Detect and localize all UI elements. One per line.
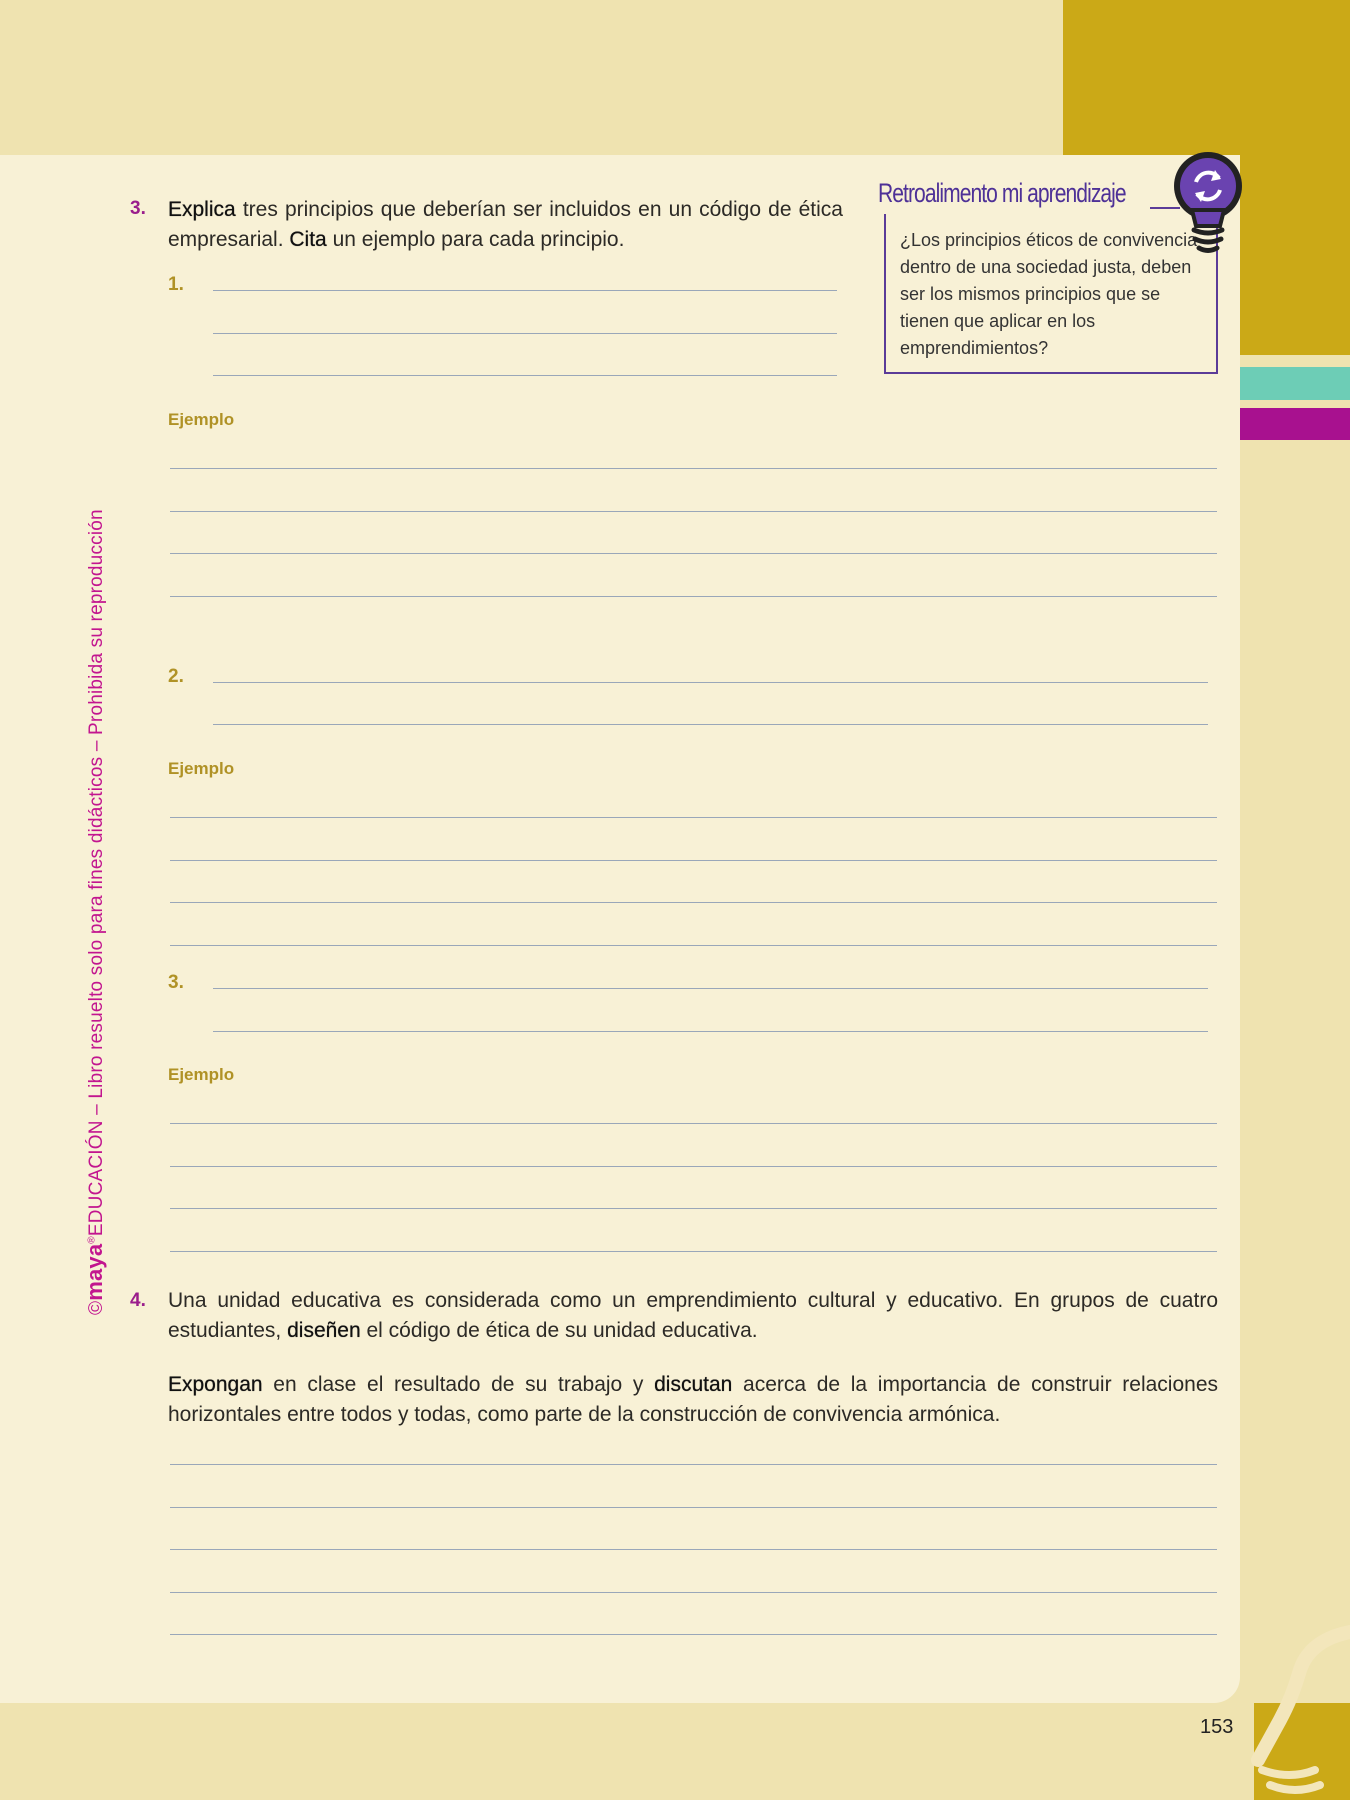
answer-line[interactable] xyxy=(213,1031,1208,1032)
magenta-tab xyxy=(1240,408,1350,440)
answer-line[interactable] xyxy=(170,596,1217,597)
answer-line[interactable] xyxy=(213,724,1208,725)
question-4-paragraph-2: Expongan en clase el resultado de su trabajo y discutan acerca de la importancia de construir relaciones horizontales entre todos y todas, como parte de la construcción de convivencia armónica. xyxy=(168,1373,1218,1426)
answer-line[interactable] xyxy=(170,817,1217,818)
answer-line[interactable] xyxy=(213,682,1208,683)
question-3-number: 3. xyxy=(130,198,146,219)
answer-line[interactable] xyxy=(170,468,1217,469)
item-1-number: 1. xyxy=(168,274,184,295)
page-sheet xyxy=(0,155,1240,1703)
gold-corner-block xyxy=(1063,0,1350,155)
example-label-2: Ejemplo xyxy=(168,759,235,778)
example-label-3: Ejemplo xyxy=(168,1065,235,1084)
retro-question-text: ¿Los principios éticos de convivencia dentro de una sociedad justa, deben ser los mismos principios que se tienen que aplicar en los emprendimientos? xyxy=(900,230,1198,358)
answer-line[interactable] xyxy=(170,1208,1217,1209)
lightbulb-refresh-icon xyxy=(1170,150,1246,260)
answer-line[interactable] xyxy=(213,988,1208,989)
answer-line[interactable] xyxy=(213,333,837,334)
answer-line[interactable] xyxy=(170,860,1217,861)
answer-line[interactable] xyxy=(170,1549,1217,1550)
answer-line[interactable] xyxy=(170,945,1217,946)
copyright-side-label: ©maya®EDUCACIÓN – Libro resuelto solo para fines didácticos – Prohibida su reproducción xyxy=(82,509,107,1315)
retro-title: Retroalimento mi aprendizaje xyxy=(878,178,1126,208)
answer-line[interactable] xyxy=(213,375,837,376)
right-band xyxy=(1240,155,1350,1800)
gold-side-block xyxy=(1240,155,1350,355)
answer-line[interactable] xyxy=(170,553,1217,554)
answer-line[interactable] xyxy=(170,1166,1217,1167)
lightbulb-decoration-icon xyxy=(1240,1620,1350,1800)
answer-line[interactable] xyxy=(170,1634,1217,1635)
example-label-1: Ejemplo xyxy=(168,410,235,429)
item-3-number: 3. xyxy=(168,972,184,993)
question-3-text: Explica tres principios que deberían ser incluidos en un código de ética empresarial. Cita un ejemplo para cada principio. xyxy=(168,198,843,251)
answer-line[interactable] xyxy=(170,1123,1217,1124)
answer-line[interactable] xyxy=(170,1507,1217,1508)
question-4-paragraph-1: Una unidad educativa es considerada como un emprendimiento cultural y educativo. En grupos de cuatro estudiantes, diseñen el código de ética de su unidad educativa. xyxy=(168,1289,1218,1342)
page-number: 153 xyxy=(1200,1716,1234,1738)
item-2-number: 2. xyxy=(168,666,184,687)
answer-line[interactable] xyxy=(170,1592,1217,1593)
answer-line[interactable] xyxy=(170,511,1217,512)
answer-line[interactable] xyxy=(213,290,837,291)
question-4-number: 4. xyxy=(130,1290,146,1311)
teal-tab xyxy=(1240,367,1350,400)
answer-line[interactable] xyxy=(170,902,1217,903)
answer-line[interactable] xyxy=(170,1251,1217,1252)
answer-line[interactable] xyxy=(170,1464,1217,1465)
